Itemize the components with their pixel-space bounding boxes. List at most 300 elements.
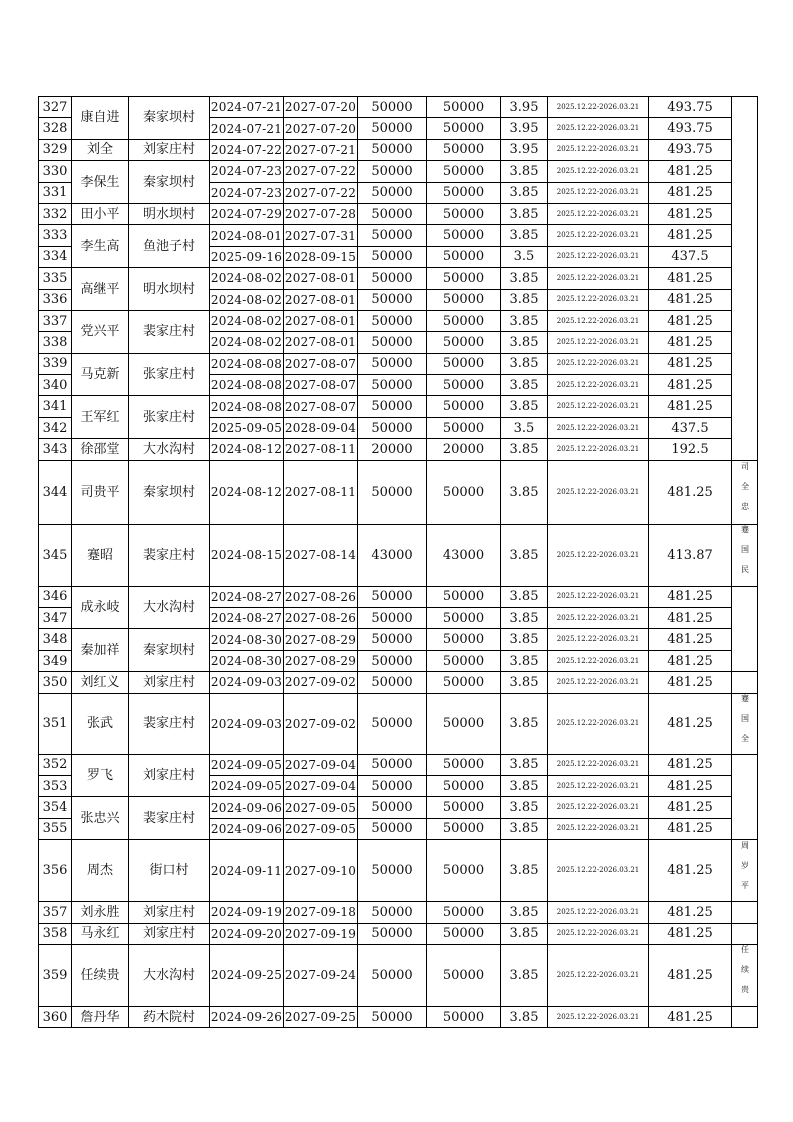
cell-no: 328 <box>39 118 72 139</box>
cell-start-date: 2024-08-30 <box>210 650 284 671</box>
cell-end-date: 2027-08-29 <box>284 629 358 650</box>
table-row <box>39 268 758 289</box>
cell-rate: 3.85 <box>501 225 548 246</box>
cell-village: 秦家坝村 <box>129 460 210 524</box>
table-row <box>39 310 758 331</box>
cell-start-date: 2024-09-06 <box>210 797 284 818</box>
cell-rate: 3.95 <box>501 139 548 160</box>
cell-note <box>732 1006 758 1027</box>
cell-balance: 50000 <box>427 139 501 160</box>
cell-loan-amount: 50000 <box>358 332 427 353</box>
cell-interest-period: 2025.12.22-2026.03.21 <box>548 182 649 203</box>
cell-start-date: 2024-08-08 <box>210 375 284 396</box>
cell-no: 346 <box>39 586 72 607</box>
cell-loan-amount: 50000 <box>358 225 427 246</box>
cell-interest-period: 2025.12.22-2026.03.21 <box>548 225 649 246</box>
cell-rate: 3.85 <box>501 672 548 693</box>
cell-note <box>732 902 758 923</box>
cell-loan-amount: 50000 <box>358 923 427 944</box>
cell-interest-period: 2025.12.22-2026.03.21 <box>548 417 649 438</box>
cell-balance: 50000 <box>427 608 501 629</box>
cell-rate: 3.85 <box>501 629 548 650</box>
cell-end-date: 2028-09-04 <box>284 417 358 438</box>
cell-rate: 3.85 <box>501 524 548 586</box>
cell-no: 348 <box>39 629 72 650</box>
cell-interest: 481.25 <box>649 460 732 524</box>
cell-village: 明水坝村 <box>129 203 210 224</box>
cell-interest-period: 2025.12.22-2026.03.21 <box>548 650 649 671</box>
cell-balance: 50000 <box>427 629 501 650</box>
cell-name: 刘永胜 <box>72 902 129 923</box>
cell-loan-amount: 50000 <box>358 608 427 629</box>
cell-balance: 50000 <box>427 118 501 139</box>
cell-interest: 481.25 <box>649 775 732 796</box>
cell-rate: 3.85 <box>501 923 548 944</box>
cell-end-date: 2027-08-29 <box>284 650 358 671</box>
cell-note <box>732 754 758 840</box>
cell-loan-amount: 20000 <box>358 439 427 460</box>
cell-interest: 481.25 <box>649 672 732 693</box>
cell-village: 张家庄村 <box>129 396 210 439</box>
table-row <box>39 439 758 460</box>
cell-loan-amount: 50000 <box>358 754 427 775</box>
cell-end-date: 2028-09-15 <box>284 246 358 267</box>
cell-rate: 3.85 <box>501 797 548 818</box>
cell-balance: 50000 <box>427 775 501 796</box>
cell-no: 339 <box>39 353 72 374</box>
cell-balance: 50000 <box>427 161 501 182</box>
cell-balance: 50000 <box>427 375 501 396</box>
cell-interest-period: 2025.12.22-2026.03.21 <box>548 524 649 586</box>
cell-end-date: 2027-08-01 <box>284 268 358 289</box>
cell-interest-period: 2025.12.22-2026.03.21 <box>548 586 649 607</box>
cell-start-date: 2024-09-06 <box>210 818 284 839</box>
cell-loan-amount: 50000 <box>358 1006 427 1027</box>
cell-start-date: 2024-09-25 <box>210 944 284 1006</box>
cell-name: 成永岐 <box>72 586 129 629</box>
cell-balance: 50000 <box>427 586 501 607</box>
cell-no: 357 <box>39 902 72 923</box>
cell-start-date: 2024-07-23 <box>210 182 284 203</box>
cell-no: 329 <box>39 139 72 160</box>
cell-start-date: 2024-08-12 <box>210 439 284 460</box>
cell-loan-amount: 50000 <box>358 161 427 182</box>
cell-end-date: 2027-07-22 <box>284 161 358 182</box>
cell-village: 大水沟村 <box>129 944 210 1006</box>
cell-interest: 481.25 <box>649 586 732 607</box>
cell-rate: 3.85 <box>501 840 548 902</box>
cell-balance: 50000 <box>427 902 501 923</box>
cell-balance: 50000 <box>427 818 501 839</box>
cell-village: 街口村 <box>129 840 210 902</box>
cell-interest-period: 2025.12.22-2026.03.21 <box>548 203 649 224</box>
cell-interest: 481.25 <box>649 332 732 353</box>
cell-no: 347 <box>39 608 72 629</box>
table-row <box>39 524 758 586</box>
cell-loan-amount: 50000 <box>358 650 427 671</box>
cell-rate: 3.85 <box>501 268 548 289</box>
cell-start-date: 2024-08-30 <box>210 629 284 650</box>
cell-rate: 3.85 <box>501 650 548 671</box>
cell-interest-period: 2025.12.22-2026.03.21 <box>548 118 649 139</box>
cell-interest-period: 2025.12.22-2026.03.21 <box>548 629 649 650</box>
cell-balance: 50000 <box>427 225 501 246</box>
cell-name: 蹇昭 <box>72 524 129 586</box>
cell-interest-period: 2025.12.22-2026.03.21 <box>548 1006 649 1027</box>
cell-loan-amount: 50000 <box>358 118 427 139</box>
table-row <box>39 754 758 775</box>
note-text: 周岁平 <box>740 840 750 901</box>
cell-name: 康自进 <box>72 97 129 140</box>
cell-no: 359 <box>39 944 72 1006</box>
cell-start-date: 2024-07-21 <box>210 97 284 118</box>
cell-interest-period: 2025.12.22-2026.03.21 <box>548 754 649 775</box>
cell-no: 351 <box>39 693 72 754</box>
cell-interest: 437.5 <box>649 246 732 267</box>
cell-note <box>732 944 758 1006</box>
cell-interest-period: 2025.12.22-2026.03.21 <box>548 97 649 118</box>
cell-balance: 50000 <box>427 353 501 374</box>
cell-interest: 481.25 <box>649 944 732 1006</box>
cell-village: 裴家庄村 <box>129 693 210 754</box>
cell-interest-period: 2025.12.22-2026.03.21 <box>548 332 649 353</box>
cell-balance: 50000 <box>427 923 501 944</box>
cell-loan-amount: 50000 <box>358 460 427 524</box>
cell-balance: 50000 <box>427 650 501 671</box>
cell-name: 司贵平 <box>72 460 129 524</box>
cell-rate: 3.85 <box>501 203 548 224</box>
cell-interest-period: 2025.12.22-2026.03.21 <box>548 460 649 524</box>
table-row <box>39 902 758 923</box>
cell-interest: 481.25 <box>649 629 732 650</box>
cell-name: 徐邵堂 <box>72 439 129 460</box>
cell-rate: 3.85 <box>501 310 548 331</box>
cell-start-date: 2024-08-01 <box>210 225 284 246</box>
cell-loan-amount: 50000 <box>358 944 427 1006</box>
cell-interest: 437.5 <box>649 417 732 438</box>
cell-interest: 493.75 <box>649 139 732 160</box>
cell-rate: 3.85 <box>501 775 548 796</box>
cell-balance: 50000 <box>427 396 501 417</box>
cell-name: 党兴平 <box>72 310 129 353</box>
cell-start-date: 2024-08-12 <box>210 460 284 524</box>
cell-note <box>732 586 758 672</box>
cell-start-date: 2024-08-02 <box>210 289 284 310</box>
cell-end-date: 2027-09-25 <box>284 1006 358 1027</box>
cell-end-date: 2027-09-02 <box>284 672 358 693</box>
cell-no: 345 <box>39 524 72 586</box>
cell-village: 裴家庄村 <box>129 524 210 586</box>
cell-interest: 481.25 <box>649 161 732 182</box>
cell-rate: 3.85 <box>501 332 548 353</box>
cell-loan-amount: 50000 <box>358 840 427 902</box>
cell-no: 337 <box>39 310 72 331</box>
cell-loan-amount: 50000 <box>358 902 427 923</box>
cell-rate: 3.85 <box>501 439 548 460</box>
note-text: 蹇国全 <box>740 693 750 754</box>
cell-interest-period: 2025.12.22-2026.03.21 <box>548 672 649 693</box>
cell-start-date: 2024-08-15 <box>210 524 284 586</box>
cell-village: 药木院村 <box>129 1006 210 1027</box>
cell-start-date: 2024-07-29 <box>210 203 284 224</box>
cell-name: 王军红 <box>72 396 129 439</box>
cell-name: 罗飞 <box>72 754 129 797</box>
cell-name: 李保生 <box>72 161 129 204</box>
cell-rate: 3.5 <box>501 417 548 438</box>
table-row <box>39 353 758 374</box>
cell-name: 张武 <box>72 693 129 754</box>
cell-end-date: 2027-08-26 <box>284 608 358 629</box>
cell-no: 349 <box>39 650 72 671</box>
cell-start-date: 2024-09-05 <box>210 754 284 775</box>
cell-interest: 481.25 <box>649 268 732 289</box>
cell-rate: 3.95 <box>501 118 548 139</box>
cell-village: 秦家坝村 <box>129 97 210 140</box>
cell-start-date: 2024-07-21 <box>210 118 284 139</box>
cell-no: 358 <box>39 923 72 944</box>
cell-balance: 50000 <box>427 182 501 203</box>
cell-interest: 493.75 <box>649 118 732 139</box>
cell-end-date: 2027-09-05 <box>284 797 358 818</box>
cell-rate: 3.85 <box>501 460 548 524</box>
cell-village: 刘家庄村 <box>129 672 210 693</box>
cell-loan-amount: 50000 <box>358 629 427 650</box>
cell-no: 344 <box>39 460 72 524</box>
cell-interest: 413.87 <box>649 524 732 586</box>
cell-loan-amount: 50000 <box>358 310 427 331</box>
cell-note <box>732 672 758 693</box>
cell-interest-period: 2025.12.22-2026.03.21 <box>548 944 649 1006</box>
cell-name: 秦加祥 <box>72 629 129 672</box>
cell-end-date: 2027-08-11 <box>284 460 358 524</box>
cell-interest-period: 2025.12.22-2026.03.21 <box>548 840 649 902</box>
table-row <box>39 629 758 650</box>
cell-rate: 3.85 <box>501 754 548 775</box>
cell-start-date: 2024-08-27 <box>210 586 284 607</box>
cell-note <box>732 840 758 902</box>
cell-end-date: 2027-07-20 <box>284 118 358 139</box>
cell-no: 341 <box>39 396 72 417</box>
cell-village: 裴家庄村 <box>129 797 210 840</box>
cell-interest: 481.25 <box>649 225 732 246</box>
cell-rate: 3.85 <box>501 944 548 1006</box>
cell-interest-period: 2025.12.22-2026.03.21 <box>548 923 649 944</box>
cell-balance: 50000 <box>427 693 501 754</box>
cell-interest: 493.75 <box>649 97 732 118</box>
cell-end-date: 2027-08-01 <box>284 289 358 310</box>
cell-start-date: 2025-09-16 <box>210 246 284 267</box>
table-body <box>39 97 758 1028</box>
cell-end-date: 2027-09-19 <box>284 923 358 944</box>
cell-interest-period: 2025.12.22-2026.03.21 <box>548 246 649 267</box>
cell-rate: 3.85 <box>501 693 548 754</box>
cell-end-date: 2027-09-24 <box>284 944 358 1006</box>
note-text: 司全忠 <box>740 462 750 523</box>
table-row <box>39 840 758 902</box>
cell-rate: 3.85 <box>501 289 548 310</box>
cell-start-date: 2024-08-08 <box>210 353 284 374</box>
cell-interest: 481.25 <box>649 1006 732 1027</box>
cell-interest: 481.25 <box>649 608 732 629</box>
cell-name: 詹丹华 <box>72 1006 129 1027</box>
table-row <box>39 161 758 182</box>
cell-balance: 50000 <box>427 246 501 267</box>
cell-no: 354 <box>39 797 72 818</box>
cell-start-date: 2024-09-26 <box>210 1006 284 1027</box>
cell-balance: 50000 <box>427 332 501 353</box>
cell-rate: 3.85 <box>501 161 548 182</box>
cell-no: 360 <box>39 1006 72 1027</box>
cell-loan-amount: 50000 <box>358 139 427 160</box>
cell-no: 330 <box>39 161 72 182</box>
cell-note <box>732 460 758 524</box>
cell-interest-period: 2025.12.22-2026.03.21 <box>548 289 649 310</box>
cell-note <box>732 693 758 754</box>
cell-interest: 481.25 <box>649 375 732 396</box>
cell-balance: 50000 <box>427 840 501 902</box>
cell-interest: 192.5 <box>649 439 732 460</box>
cell-end-date: 2027-07-28 <box>284 203 358 224</box>
cell-interest: 481.25 <box>649 902 732 923</box>
cell-no: 327 <box>39 97 72 118</box>
cell-start-date: 2024-08-02 <box>210 310 284 331</box>
cell-note <box>732 97 758 461</box>
cell-no: 336 <box>39 289 72 310</box>
cell-village: 鱼池子村 <box>129 225 210 268</box>
cell-interest: 481.25 <box>649 396 732 417</box>
cell-balance: 50000 <box>427 268 501 289</box>
cell-name: 张忠兴 <box>72 797 129 840</box>
cell-loan-amount: 50000 <box>358 396 427 417</box>
cell-end-date: 2027-08-14 <box>284 524 358 586</box>
cell-end-date: 2027-08-01 <box>284 310 358 331</box>
cell-end-date: 2027-09-04 <box>284 775 358 796</box>
cell-loan-amount: 50000 <box>358 268 427 289</box>
cell-interest: 481.25 <box>649 289 732 310</box>
cell-start-date: 2024-07-22 <box>210 139 284 160</box>
cell-village: 秦家坝村 <box>129 629 210 672</box>
cell-note <box>732 923 758 944</box>
cell-loan-amount: 50000 <box>358 97 427 118</box>
cell-loan-amount: 50000 <box>358 775 427 796</box>
cell-loan-amount: 50000 <box>358 375 427 396</box>
cell-interest-period: 2025.12.22-2026.03.21 <box>548 353 649 374</box>
cell-interest: 481.25 <box>649 818 732 839</box>
cell-no: 342 <box>39 417 72 438</box>
cell-no: 333 <box>39 225 72 246</box>
cell-name: 高继平 <box>72 268 129 311</box>
table-row <box>39 460 758 524</box>
cell-start-date: 2024-09-03 <box>210 693 284 754</box>
cell-interest-period: 2025.12.22-2026.03.21 <box>548 693 649 754</box>
cell-start-date: 2024-08-02 <box>210 332 284 353</box>
table-row <box>39 1006 758 1027</box>
cell-interest-period: 2025.12.22-2026.03.21 <box>548 375 649 396</box>
cell-interest: 481.25 <box>649 353 732 374</box>
cell-balance: 50000 <box>427 310 501 331</box>
cell-interest: 481.25 <box>649 203 732 224</box>
cell-balance: 50000 <box>427 797 501 818</box>
cell-village: 明水坝村 <box>129 268 210 311</box>
cell-loan-amount: 50000 <box>358 797 427 818</box>
cell-end-date: 2027-08-01 <box>284 332 358 353</box>
cell-name: 李生高 <box>72 225 129 268</box>
cell-end-date: 2027-09-04 <box>284 754 358 775</box>
cell-interest-period: 2025.12.22-2026.03.21 <box>548 310 649 331</box>
cell-loan-amount: 50000 <box>358 818 427 839</box>
table-row <box>39 672 758 693</box>
cell-no: 332 <box>39 203 72 224</box>
cell-interest: 481.25 <box>649 797 732 818</box>
cell-name: 刘全 <box>72 139 129 160</box>
cell-end-date: 2027-07-31 <box>284 225 358 246</box>
cell-no: 356 <box>39 840 72 902</box>
cell-start-date: 2024-07-23 <box>210 161 284 182</box>
cell-end-date: 2027-08-26 <box>284 586 358 607</box>
cell-end-date: 2027-08-11 <box>284 439 358 460</box>
cell-balance: 50000 <box>427 203 501 224</box>
cell-interest: 481.25 <box>649 650 732 671</box>
table-row <box>39 797 758 818</box>
cell-interest-period: 2025.12.22-2026.03.21 <box>548 608 649 629</box>
cell-interest-period: 2025.12.22-2026.03.21 <box>548 902 649 923</box>
cell-start-date: 2024-08-08 <box>210 396 284 417</box>
cell-loan-amount: 50000 <box>358 289 427 310</box>
cell-rate: 3.95 <box>501 97 548 118</box>
cell-loan-amount: 50000 <box>358 693 427 754</box>
cell-interest-period: 2025.12.22-2026.03.21 <box>548 396 649 417</box>
cell-rate: 3.85 <box>501 608 548 629</box>
cell-rate: 3.85 <box>501 586 548 607</box>
cell-loan-amount: 50000 <box>358 672 427 693</box>
cell-rate: 3.85 <box>501 902 548 923</box>
cell-interest: 481.25 <box>649 693 732 754</box>
table-row <box>39 586 758 607</box>
cell-interest: 481.25 <box>649 182 732 203</box>
cell-rate: 3.85 <box>501 353 548 374</box>
cell-balance: 20000 <box>427 439 501 460</box>
cell-end-date: 2027-08-07 <box>284 375 358 396</box>
cell-end-date: 2027-08-07 <box>284 396 358 417</box>
cell-interest-period: 2025.12.22-2026.03.21 <box>548 797 649 818</box>
cell-interest-period: 2025.12.22-2026.03.21 <box>548 775 649 796</box>
cell-name: 马永红 <box>72 923 129 944</box>
cell-balance: 50000 <box>427 289 501 310</box>
cell-balance: 50000 <box>427 460 501 524</box>
cell-name: 刘红义 <box>72 672 129 693</box>
table-row <box>39 923 758 944</box>
cell-end-date: 2027-09-05 <box>284 818 358 839</box>
cell-no: 355 <box>39 818 72 839</box>
cell-start-date: 2025-09-05 <box>210 417 284 438</box>
cell-village: 大水沟村 <box>129 439 210 460</box>
cell-loan-amount: 50000 <box>358 417 427 438</box>
cell-note <box>732 524 758 586</box>
cell-end-date: 2027-08-07 <box>284 353 358 374</box>
table-row <box>39 225 758 246</box>
cell-no: 353 <box>39 775 72 796</box>
table-row <box>39 203 758 224</box>
cell-balance: 50000 <box>427 944 501 1006</box>
cell-interest-period: 2025.12.22-2026.03.21 <box>548 439 649 460</box>
cell-rate: 3.85 <box>501 818 548 839</box>
cell-no: 334 <box>39 246 72 267</box>
cell-start-date: 2024-09-20 <box>210 923 284 944</box>
cell-loan-amount: 50000 <box>358 182 427 203</box>
table-row <box>39 139 758 160</box>
table-row <box>39 693 758 754</box>
cell-rate: 3.85 <box>501 182 548 203</box>
